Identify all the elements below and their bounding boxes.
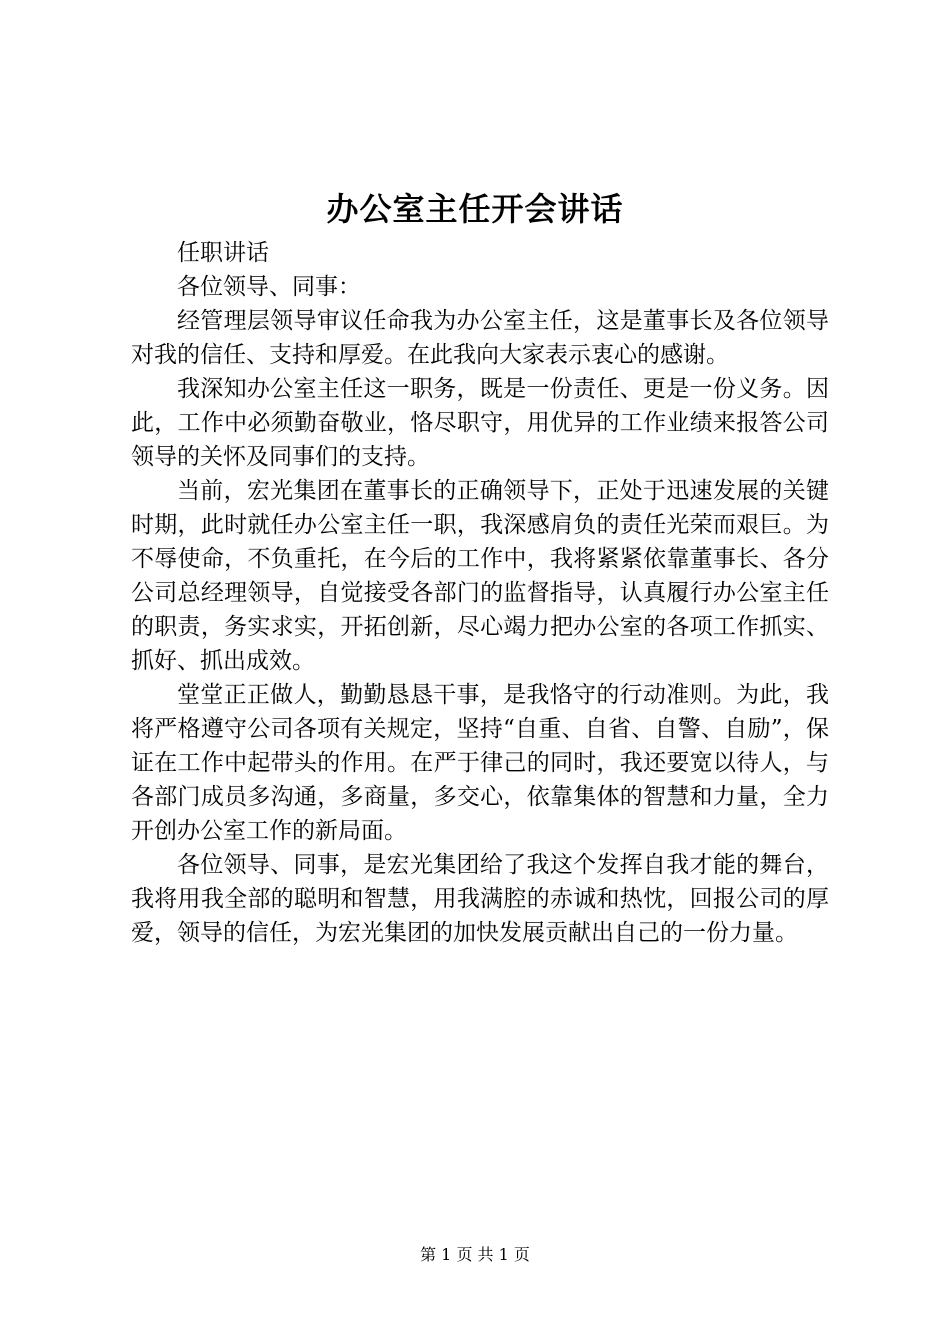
document-title: 办公室主任开会讲话 xyxy=(326,190,624,228)
paragraph-heading: 任职讲话 xyxy=(177,240,269,266)
paragraph: 各位领导、同事，是宏光集团给了我这个发挥自我才能的舞台，我将用我全部的聪明和智慧，用我满腔的赤诚和热忱，回报公司的厚爱，领导的信任，为宏光集团的加快发展贡献出自己的一份力量。 xyxy=(131,852,829,946)
page-number-footer: 第 1 页 共 1 页 xyxy=(420,1245,530,1264)
paragraph: 堂堂正正做人，勤勤恳恳干事，是我恪守的行动准则。为此，我将严格遵守公司各项有关规定，坚持“自重、自省、自警、自励”，保证在工作中起带头的作用。在严于律己的同时，我还要宽以待人，与各部门成员多沟通，多商量，多交心，依靠集体的智慧和力量，全力开创办公室工作的新局面。 xyxy=(131,682,829,844)
paragraph-salutation: 各位领导、同事： xyxy=(177,274,361,300)
paragraph: 经管理层领导审议任命我为办公室主任，这是董事长及各位领导对我的信任、支持和厚爱。在此我向大家表示衷心的感谢。 xyxy=(131,308,829,368)
paragraph: 我深知办公室主任这一职务，既是一份责任、更是一份义务。因此，工作中必须勤奋敬业，恪尽职守，用优异的工作业绩来报答公司领导的关怀及同事们的支持。 xyxy=(131,376,829,470)
paragraph: 当前，宏光集团在董事长的正确领导下，正处于迅速发展的关键时期，此时就任办公室主任一职，我深感肩负的责任光荣而艰巨。为不辱使命，不负重托，在今后的工作中，我将紧紧依靠董事长、各分公司总经理领导，自觉接受各部门的监督指导，认真履行办公室主任的职责，务实求实，开拓创新，尽心竭力把办公室的各项工作抓实、抓好、抓出成效。 xyxy=(131,478,829,674)
document-body xyxy=(131,236,829,950)
